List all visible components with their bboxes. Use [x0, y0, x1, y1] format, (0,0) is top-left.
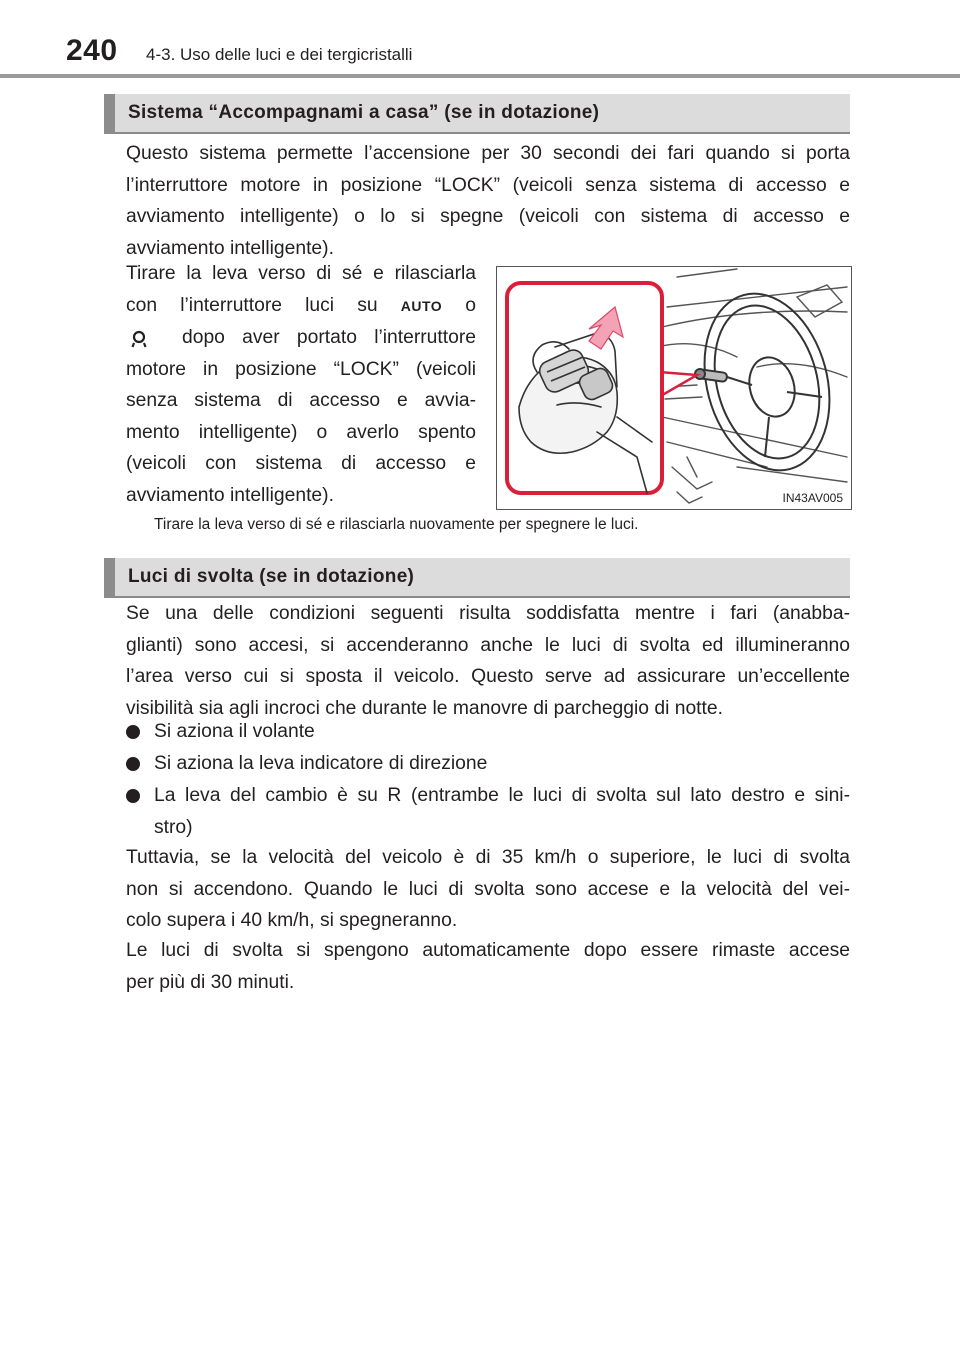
headlight-symbol-icon: [128, 328, 150, 348]
text-fragment: con l’interruttore luci su: [126, 294, 378, 316]
lever-illustration: [496, 266, 852, 510]
text-line: glianti) sono accesi, si accenderanno anche le luci di svolta ed illumineranno: [126, 634, 850, 656]
text-line: avviamento intelligente).: [126, 484, 334, 506]
text-line: senza sistema di accesso e avvia-: [126, 390, 476, 411]
text-line: Questo sistema permette l’accensione per 30 secondi dei fari quando si porta: [126, 143, 850, 164]
section2-speed-paragraph: [126, 842, 850, 937]
section2-intro: [126, 598, 850, 724]
section-heading-accompagnami: [104, 94, 850, 134]
bullet-icon: [126, 725, 140, 739]
header-rule: [0, 74, 960, 78]
heading-accent-bar: [104, 558, 115, 598]
text-line: mento intelligente) o averlo spento: [126, 421, 476, 443]
text-line: avviamento intelligente) o lo si spegne (veicoli con sistema di accesso e: [126, 206, 850, 227]
bullet-icon: [126, 757, 140, 771]
dashboard-drawing: [497, 267, 851, 509]
text-line: per più di 30 minuti.: [126, 971, 295, 993]
text-fragment: o: [465, 294, 477, 316]
text-line: avviamento intelligente).: [126, 237, 334, 259]
section1-instruction: [126, 258, 476, 511]
text-fragment: dopo aver portato l’interruttore: [182, 327, 476, 348]
heading-accent-bar: [104, 94, 115, 134]
section-heading-luci-svolta: [104, 558, 850, 598]
text-line: l’area verso cui si sposta il veicolo. Questo serve ad assicurare un’eccellente: [126, 666, 850, 687]
page-header: [0, 0, 960, 80]
text-line: Se una delle condizioni seguenti risulta soddisfatta mentre i fari (anabba-: [126, 603, 850, 624]
bullet-text: Si aziona il volante: [154, 721, 315, 742]
chapter-title: 4-3. Uso delle luci e dei tergicristalli: [146, 45, 413, 64]
text-line: Tuttavia, se la velocità del veicolo è di 35 km/h o superiore, le luci di svolta: [126, 847, 850, 868]
text-line: La leva del cambio è su R (entrambe le luci di svolta sul lato destro e sini-: [154, 785, 850, 806]
bullet-text: [154, 780, 850, 843]
section-title: Luci di svolta (se in dotazione): [128, 566, 415, 587]
bullet-text: Si aziona la leva indicatore di direzione: [154, 753, 488, 774]
text-line: Le luci di svolta si spengono automaticamente dopo essere rimaste accese: [126, 940, 850, 961]
text-line: Tirare la leva verso di sé e rilasciarla: [126, 263, 476, 284]
auto-symbol: AUTO: [400, 297, 443, 314]
text-line: visibilità sia agli incroci che durante le manovre di parcheggio di notte.: [126, 697, 723, 719]
section2-timeout-paragraph: [126, 935, 850, 998]
bullet-icon: [126, 789, 140, 803]
text-line: (veicoli con sistema di accesso e: [126, 453, 476, 474]
page-number: 240: [66, 34, 118, 67]
text-line: l’interruttore motore in posizione “LOCK” (veicoli senza sistema di accesso e: [126, 174, 850, 196]
text-line: non si accendono. Quando le luci di svolta sono accese e la velocità del vei-: [126, 878, 850, 900]
text-line: [126, 322, 476, 354]
section1-intro: [126, 138, 850, 264]
text-line: [126, 290, 476, 323]
section1-note: Tirare la leva verso di sé e rilasciarla nuovamente per spegnere le luci.: [154, 516, 639, 533]
text-line: colo supera i 40 km/h, si spegneranno.: [126, 910, 458, 931]
section-title: Sistema “Accompagnami a casa” (se in dotazione): [128, 102, 600, 123]
text-line: stro): [154, 816, 193, 838]
text-line: motore in posizione “LOCK” (veicoli: [126, 358, 476, 380]
figure-code: IN43AV005: [782, 491, 843, 505]
